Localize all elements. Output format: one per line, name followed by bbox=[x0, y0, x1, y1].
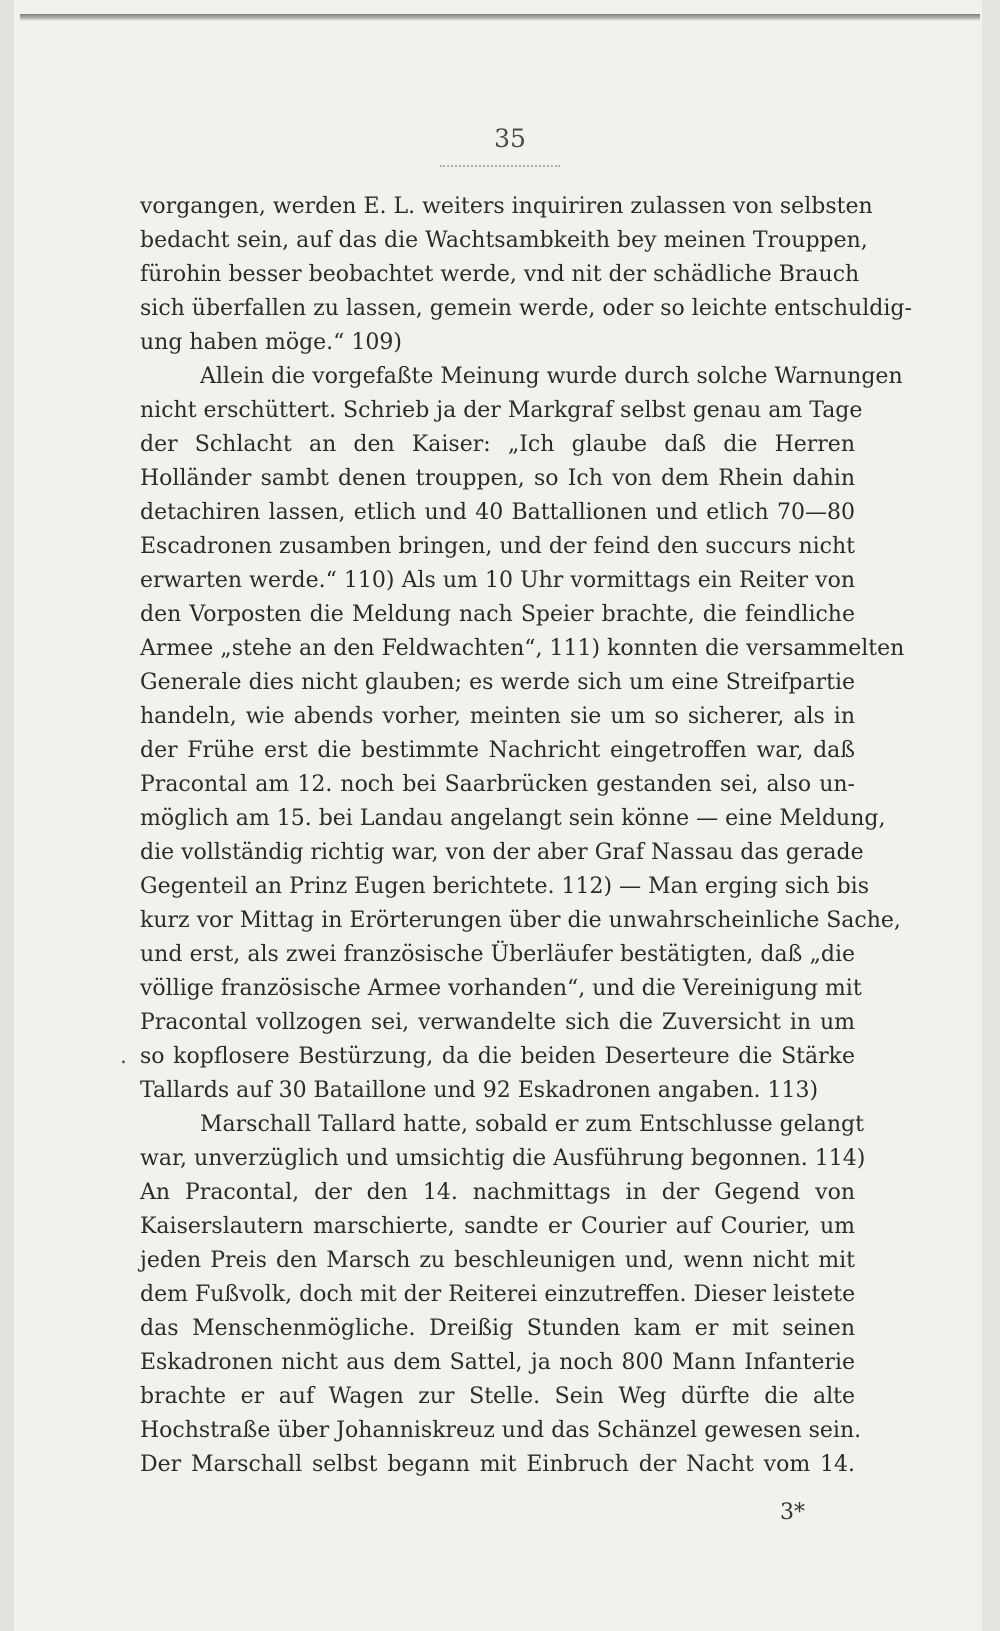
page-number-rule bbox=[440, 165, 560, 167]
text-line: sich überfallen zu lassen, gemein werde, oder so leichte entschuldig- bbox=[140, 296, 912, 321]
page-number: 35 bbox=[494, 124, 526, 153]
text-line: und erst, als zwei französische Überläufer bestätigten, daß „die bbox=[140, 942, 855, 967]
text-line: möglich am 15. bei Landau angelangt sein könne — eine Meldung, bbox=[140, 806, 886, 831]
text-line: Pracontal vollzogen sei, verwandelte sich die Zuversicht in um bbox=[140, 1010, 855, 1035]
text-line: Pracontal am 12. noch bei Saarbrücken gestanden sei, also un- bbox=[140, 772, 855, 797]
margin-dot-mark: . bbox=[120, 1044, 127, 1069]
text-line: bedacht sein, auf das die Wachtsambkeith bey meinen Trouppen, bbox=[140, 228, 868, 253]
paragraph-start-line: Marschall Tallard hatte, sobald er zum Entschlusse gelangt bbox=[200, 1112, 864, 1137]
scan-top-edge bbox=[20, 14, 980, 21]
text-line: Holländer sambt denen trouppen, so Ich von dem Rhein dahin bbox=[140, 466, 855, 491]
text-line: fürohin besser beobachtet werde, vnd nit der schädliche Brauch bbox=[140, 262, 860, 287]
text-line: völlige französische Armee vorhanden“, und die Vereinigung mit bbox=[140, 976, 862, 1001]
text-line: dem Fußvolk, doch mit der Reiterei einzutreffen. Dieser leistete bbox=[140, 1282, 856, 1307]
text-line: Armee „stehe an den Feldwachten“, 111) konnten die versammelten bbox=[140, 636, 905, 661]
text-line: Gegenteil an Prinz Eugen berichtete. 112) — Man erging sich bis bbox=[140, 874, 870, 899]
text-line: handeln, wie abends vorher, meinten sie um so sicherer, als in bbox=[140, 704, 855, 729]
text-line: die vollständig richtig war, von der aber Graf Nassau das gerade bbox=[140, 840, 864, 865]
text-line: Escadronen zusamben bringen, und der feind den succurs nicht bbox=[140, 534, 855, 559]
text-line: jeden Preis den Marsch zu beschleunigen und, wenn nicht mit bbox=[140, 1248, 855, 1273]
text-line: der Frühe erst die bestimmte Nachricht eingetroffen war, daß bbox=[140, 738, 855, 763]
text-line: detachiren lassen, etlich und 40 Battallionen und etlich 70—80 bbox=[140, 500, 855, 525]
text-line bbox=[120, 1040, 855, 1074]
text-line: Hochstraße über Johanniskreuz und das Schänzel gewesen sein. bbox=[140, 1418, 862, 1443]
paragraph-start-line: Allein die vorgefaßte Meinung wurde durch solche Warnungen bbox=[200, 364, 903, 389]
text-line: erwarten werde.“ 110) Als um 10 Uhr vormittags ein Reiter von bbox=[140, 568, 855, 593]
text-line: Der Marschall selbst begann mit Einbruch der Nacht vom 14. bbox=[140, 1452, 855, 1477]
text-line: ung haben möge.“ 109) bbox=[140, 330, 402, 355]
text-line-content: so kopflosere Bestürzung, da die beiden Deserteure die Stärke bbox=[140, 1044, 855, 1069]
text-line: Eskadronen nicht aus dem Sattel, ja noch 800 Mann Infanterie bbox=[140, 1350, 855, 1375]
body-text bbox=[120, 190, 912, 1482]
text-line: kurz vor Mittag in Erörterungen über die unwahrscheinliche Sache, bbox=[140, 908, 901, 933]
text-line: den Vorposten die Meldung nach Speier brachte, die feindliche bbox=[140, 602, 855, 627]
text-line: nicht erschüttert. Schrieb ja der Markgraf selbst genau am Tage bbox=[140, 398, 863, 423]
text-line: An Pracontal, der den 14. nachmittags in der Gegend von bbox=[140, 1180, 855, 1205]
text-line: Tallards auf 30 Bataillone und 92 Eskadronen angaben. 113) bbox=[140, 1078, 819, 1103]
text-line: war, unverzüglich und umsichtig die Ausführung begonnen. 114) bbox=[140, 1146, 866, 1171]
text-line: der Schlacht an den Kaiser: „Ich glaube daß die Herren bbox=[140, 432, 855, 457]
text-line: brachte er auf Wagen zur Stelle. Sein Weg dürfte die alte bbox=[140, 1384, 855, 1409]
text-line: Kaiserslautern marschierte, sandte er Courier auf Courier, um bbox=[140, 1214, 855, 1239]
signature-mark: 3* bbox=[780, 1500, 805, 1525]
text-line: Generale dies nicht glauben; es werde sich um eine Streifpartie bbox=[140, 670, 855, 695]
text-line: vorgangen, werden E. L. weiters inquiriren zulassen von selbsten bbox=[140, 194, 873, 219]
text-line: das Menschenmögliche. Dreißig Stunden kam er mit seinen bbox=[140, 1316, 855, 1341]
